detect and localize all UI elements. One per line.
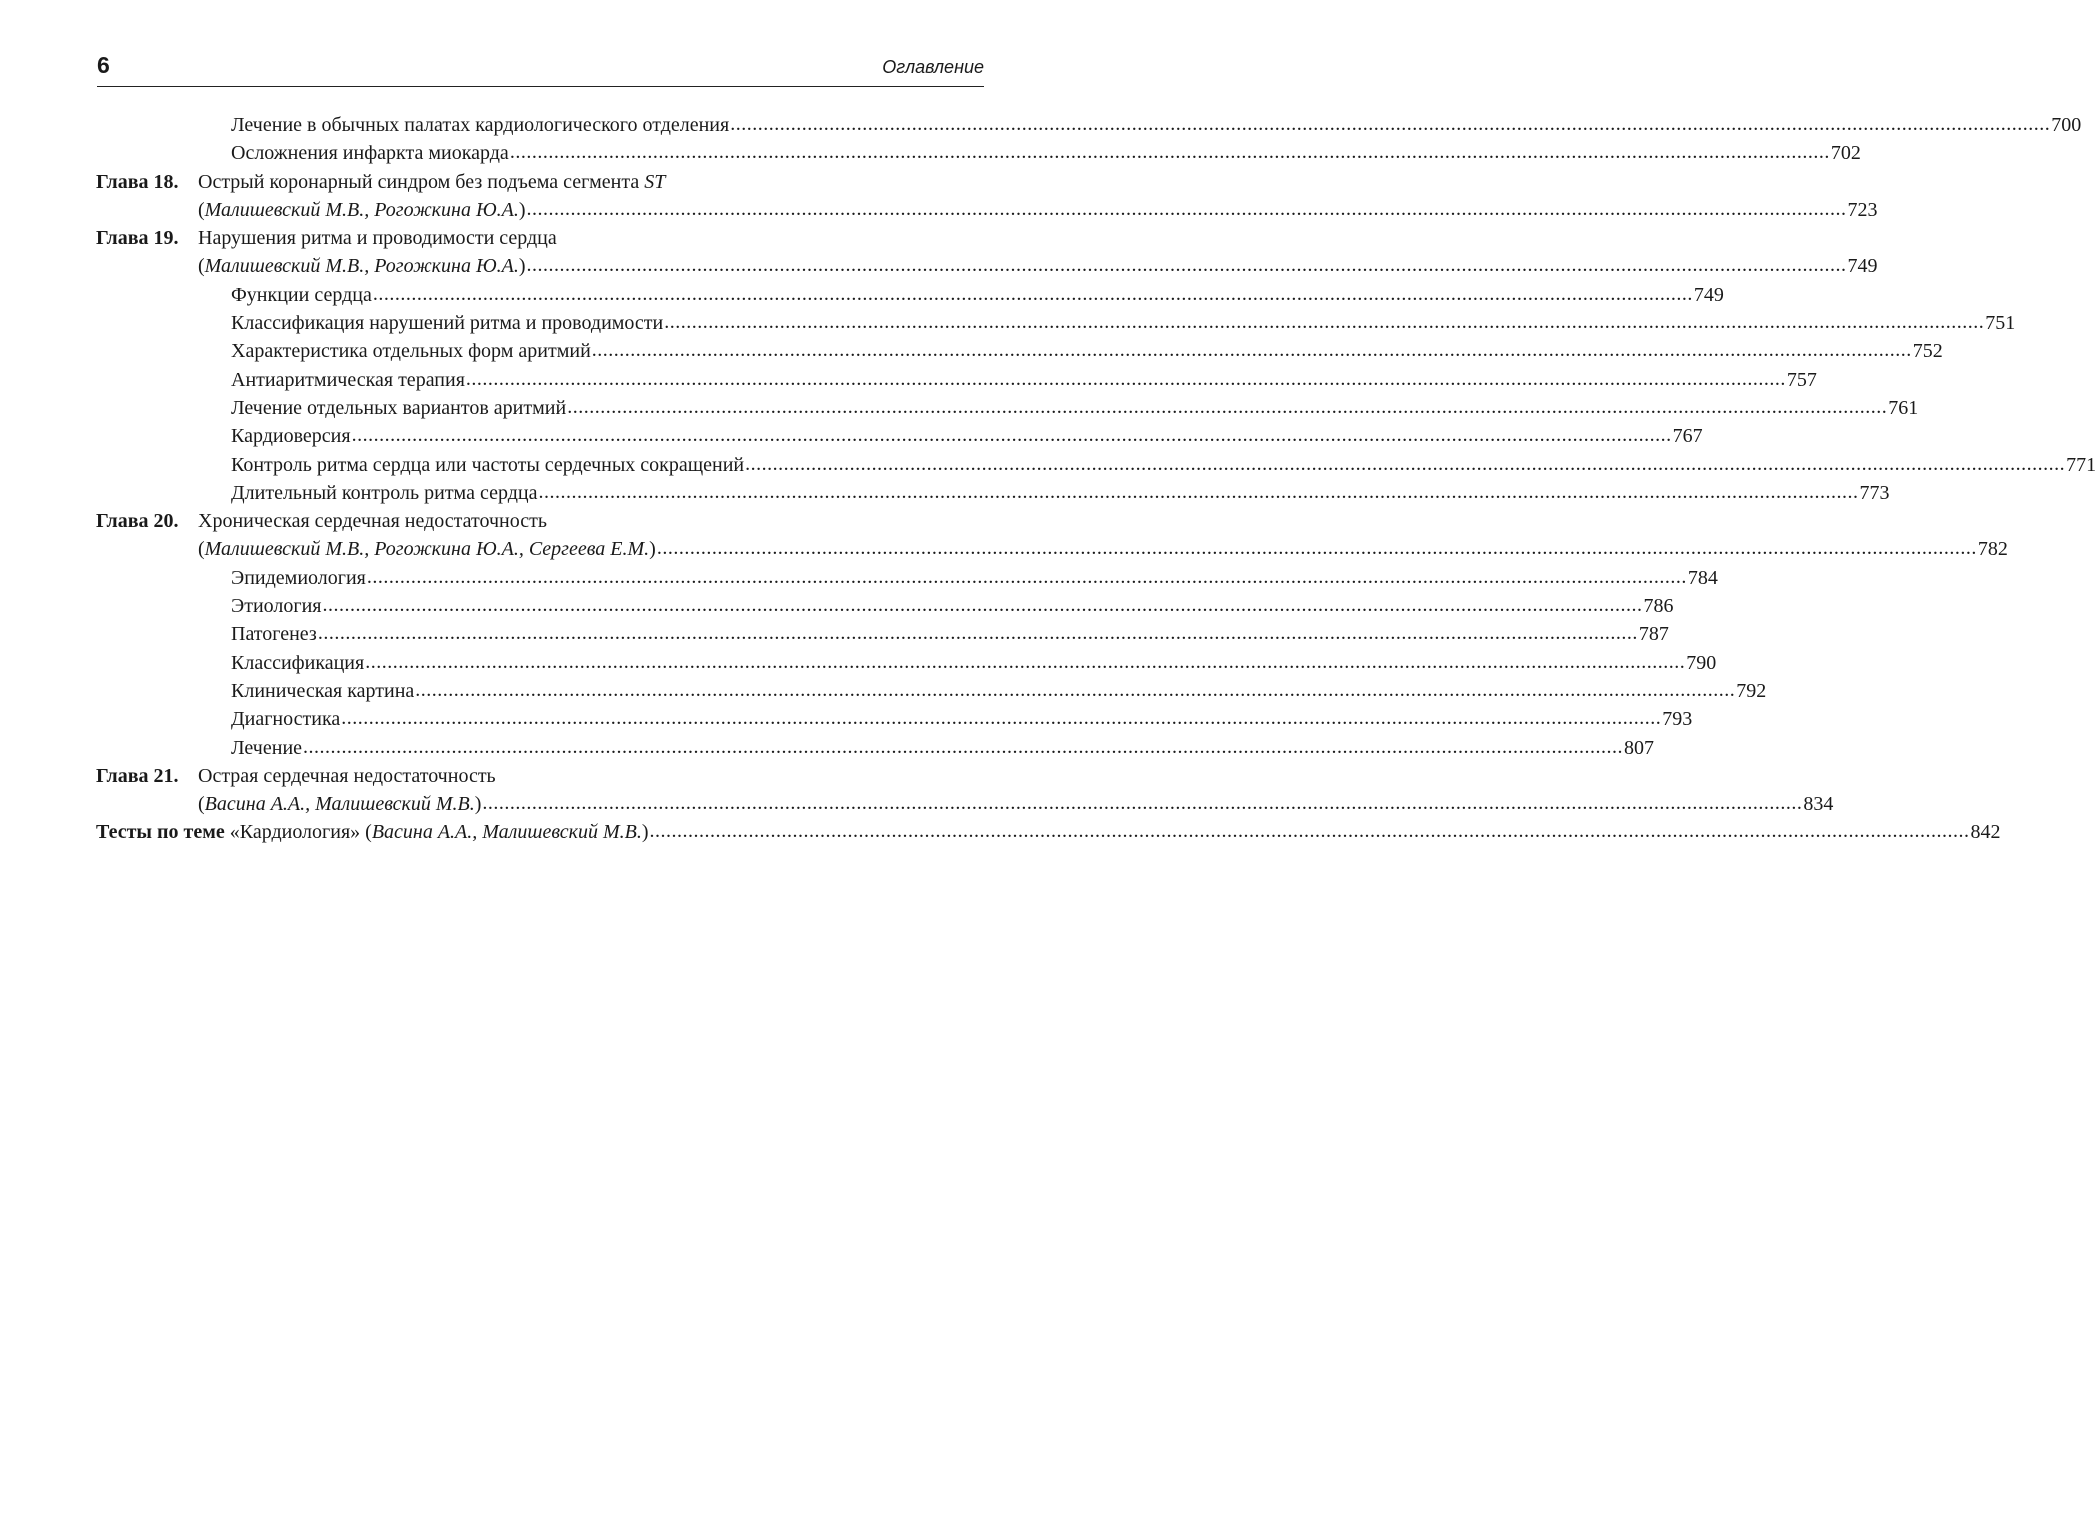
toc-entry-page: 761 xyxy=(1888,396,1919,419)
dot-leader xyxy=(664,308,1984,336)
toc-entry[interactable] xyxy=(96,649,1717,677)
chapter-authors xyxy=(198,252,525,280)
toc-entry-page: 842 xyxy=(1970,821,2001,844)
chapter-authors xyxy=(198,790,481,818)
toc-entry-title: Лечение отдельных вариантов аритмий xyxy=(231,396,567,419)
toc-chapter-21[interactable] xyxy=(96,762,984,790)
toc-entry[interactable] xyxy=(96,620,1669,648)
chapter-label: Глава 19. xyxy=(96,227,179,250)
toc-entry-page: 782 xyxy=(1977,538,2008,561)
chapter-title: Нарушения ритма и проводимости сердца xyxy=(198,227,557,250)
dot-leader xyxy=(730,110,2050,138)
toc-entry-page: 757 xyxy=(1786,368,1817,391)
toc-entry[interactable] xyxy=(96,564,1718,592)
toc-chapter-20[interactable] xyxy=(96,507,984,535)
tests-subject: «Кардиология» ( xyxy=(229,821,372,844)
toc-entry-page: 793 xyxy=(1662,708,1693,731)
chapter-authors xyxy=(198,535,656,563)
chapter-label: Глава 20. xyxy=(96,510,179,533)
chapter-label: Глава 21. xyxy=(96,764,179,787)
paren-close: ) xyxy=(518,255,526,278)
toc-tests-entry[interactable] xyxy=(96,818,2001,846)
toc-entry-page: 792 xyxy=(1736,679,1767,702)
authors-text: Малишевский М.В., Рогожкина Ю.А. xyxy=(204,255,519,278)
toc-entry[interactable] xyxy=(96,366,1817,394)
toc-chapter-19[interactable] xyxy=(96,224,984,252)
toc-entry[interactable] xyxy=(96,479,1890,507)
toc-entry-page: 773 xyxy=(1859,481,1890,504)
dot-leader xyxy=(322,591,1642,619)
toc-entry-page: 702 xyxy=(1830,142,1861,165)
toc-entry-title: Патогенез xyxy=(231,623,317,646)
toc-entry-title: Лечение xyxy=(231,736,303,759)
toc-entry[interactable] xyxy=(96,309,2016,337)
dot-leader xyxy=(745,450,2065,478)
dot-leader xyxy=(510,138,1830,166)
toc-entry-title: Диагностика xyxy=(231,708,341,731)
toc-entry[interactable] xyxy=(96,139,1861,167)
dot-leader xyxy=(415,676,1735,704)
chapter-title-text: Острый коронарный синдром без подъема сегмента xyxy=(198,170,645,193)
toc-entry[interactable] xyxy=(96,394,1919,422)
toc-entry-page: 771 xyxy=(2066,453,2096,476)
toc-entry-page: 752 xyxy=(1912,340,1943,363)
dot-leader xyxy=(526,195,1846,223)
chapter-title: Хроническая сердечная недостаточность xyxy=(198,510,547,533)
authors-text: Малишевский М.В., Рогожкина Ю.А. xyxy=(204,198,519,221)
dot-leader xyxy=(526,251,1846,279)
dot-leader xyxy=(482,789,1802,817)
running-title: Оглавление xyxy=(882,57,984,77)
toc-entry-page: 767 xyxy=(1672,425,1703,448)
toc-entry-title: Контроль ритма сердца или частоты сердечных сокращений xyxy=(231,453,745,476)
paren-close: ) xyxy=(641,821,649,844)
toc-entry-page: 723 xyxy=(1847,198,1878,221)
paren-close: ) xyxy=(518,198,526,221)
toc-entry-page: 749 xyxy=(1693,283,1724,306)
table-of-contents xyxy=(96,111,2096,847)
dot-leader xyxy=(373,280,1693,308)
toc-entry-title: Лечение в обычных палатах кардиологического отделения xyxy=(231,114,730,136)
toc-entry[interactable] xyxy=(96,677,1767,705)
dot-leader xyxy=(303,733,1623,761)
chapter-label: Глава 18. xyxy=(96,170,179,193)
paren-close: ) xyxy=(474,793,482,816)
paren-close: ) xyxy=(649,538,656,561)
toc-entry-page: 790 xyxy=(1686,651,1717,674)
toc-entry-page: 807 xyxy=(1624,736,1655,759)
authors-text: Васина А.А., Малишевский М.В. xyxy=(204,793,475,816)
chapter-authors xyxy=(198,196,525,224)
toc-entry-title: Характеристика отдельных форм аритмий xyxy=(231,340,591,363)
toc-chapter-authors[interactable] xyxy=(96,252,1878,280)
paren-open: ( xyxy=(198,538,205,561)
toc-entry[interactable] xyxy=(96,592,1674,620)
toc-entry-page: 787 xyxy=(1638,623,1669,646)
paren-open: ( xyxy=(198,255,205,278)
dot-leader xyxy=(592,336,1912,364)
toc-entry-page: 751 xyxy=(1985,312,2016,335)
toc-entry-title: Осложнения инфаркта миокарда xyxy=(231,142,509,165)
toc-entry[interactable] xyxy=(96,111,2082,139)
toc-entry-title: Функции сердца xyxy=(231,283,372,306)
toc-entry-title: Антиаритмическая терапия xyxy=(231,368,465,391)
toc-chapter-18[interactable] xyxy=(96,168,984,196)
toc-entry-title: Клиническая картина xyxy=(231,679,415,702)
toc-entry-title: Длительный контроль ритма сердца xyxy=(231,481,538,504)
dot-leader xyxy=(650,817,1970,845)
toc-chapter-authors[interactable] xyxy=(96,196,1878,224)
toc-entry[interactable] xyxy=(96,337,1943,365)
toc-entry-page: 786 xyxy=(1643,595,1674,618)
paren-open: ( xyxy=(198,198,205,221)
page-header xyxy=(97,50,984,87)
toc-entry-title: Классификация xyxy=(231,651,365,674)
dot-leader xyxy=(466,365,1786,393)
toc-entry-title: Кардиоверсия xyxy=(231,425,351,448)
toc-chapter-authors[interactable] xyxy=(96,790,1834,818)
paren-open: ( xyxy=(198,793,205,816)
toc-entry[interactable] xyxy=(96,705,1693,733)
dot-leader xyxy=(341,704,1661,732)
authors-text: Васина А.А., Малишевский М.В. xyxy=(371,821,642,844)
toc-entry[interactable] xyxy=(96,281,1724,309)
dot-leader xyxy=(657,534,1977,562)
toc-entry[interactable] xyxy=(96,451,2096,479)
toc-chapter-authors[interactable] xyxy=(96,535,2008,563)
toc-entry-page: 784 xyxy=(1687,566,1718,589)
dot-leader xyxy=(367,563,1687,591)
chapter-title: Острая сердечная недостаточность xyxy=(198,764,496,787)
toc-entry[interactable] xyxy=(96,422,1703,450)
toc-entry-title: Эпидемиология xyxy=(231,566,366,589)
dot-leader xyxy=(352,421,1672,449)
toc-entry-page: 749 xyxy=(1847,255,1878,278)
chapter-title xyxy=(198,168,665,196)
tests-title xyxy=(96,818,649,846)
toc-entry-page: 700 xyxy=(2051,114,2082,136)
dot-leader xyxy=(567,393,1887,421)
toc-entry-title: Классификация нарушений ритма и проводимости xyxy=(231,312,664,335)
chapter-title-italic: ST xyxy=(644,170,666,193)
page-number: 6 xyxy=(97,52,110,78)
toc-entry-title: Этиология xyxy=(231,595,322,618)
dot-leader xyxy=(318,619,1638,647)
dot-leader xyxy=(538,478,1858,506)
dot-leader xyxy=(365,648,1685,676)
toc-entry[interactable] xyxy=(96,734,1655,762)
authors-text: Малишевский М.В., Рогожкина Ю.А., Сергеева Е.М. xyxy=(204,538,650,561)
toc-entry-page: 834 xyxy=(1803,793,1834,816)
tests-label: Тесты по теме xyxy=(96,821,230,844)
